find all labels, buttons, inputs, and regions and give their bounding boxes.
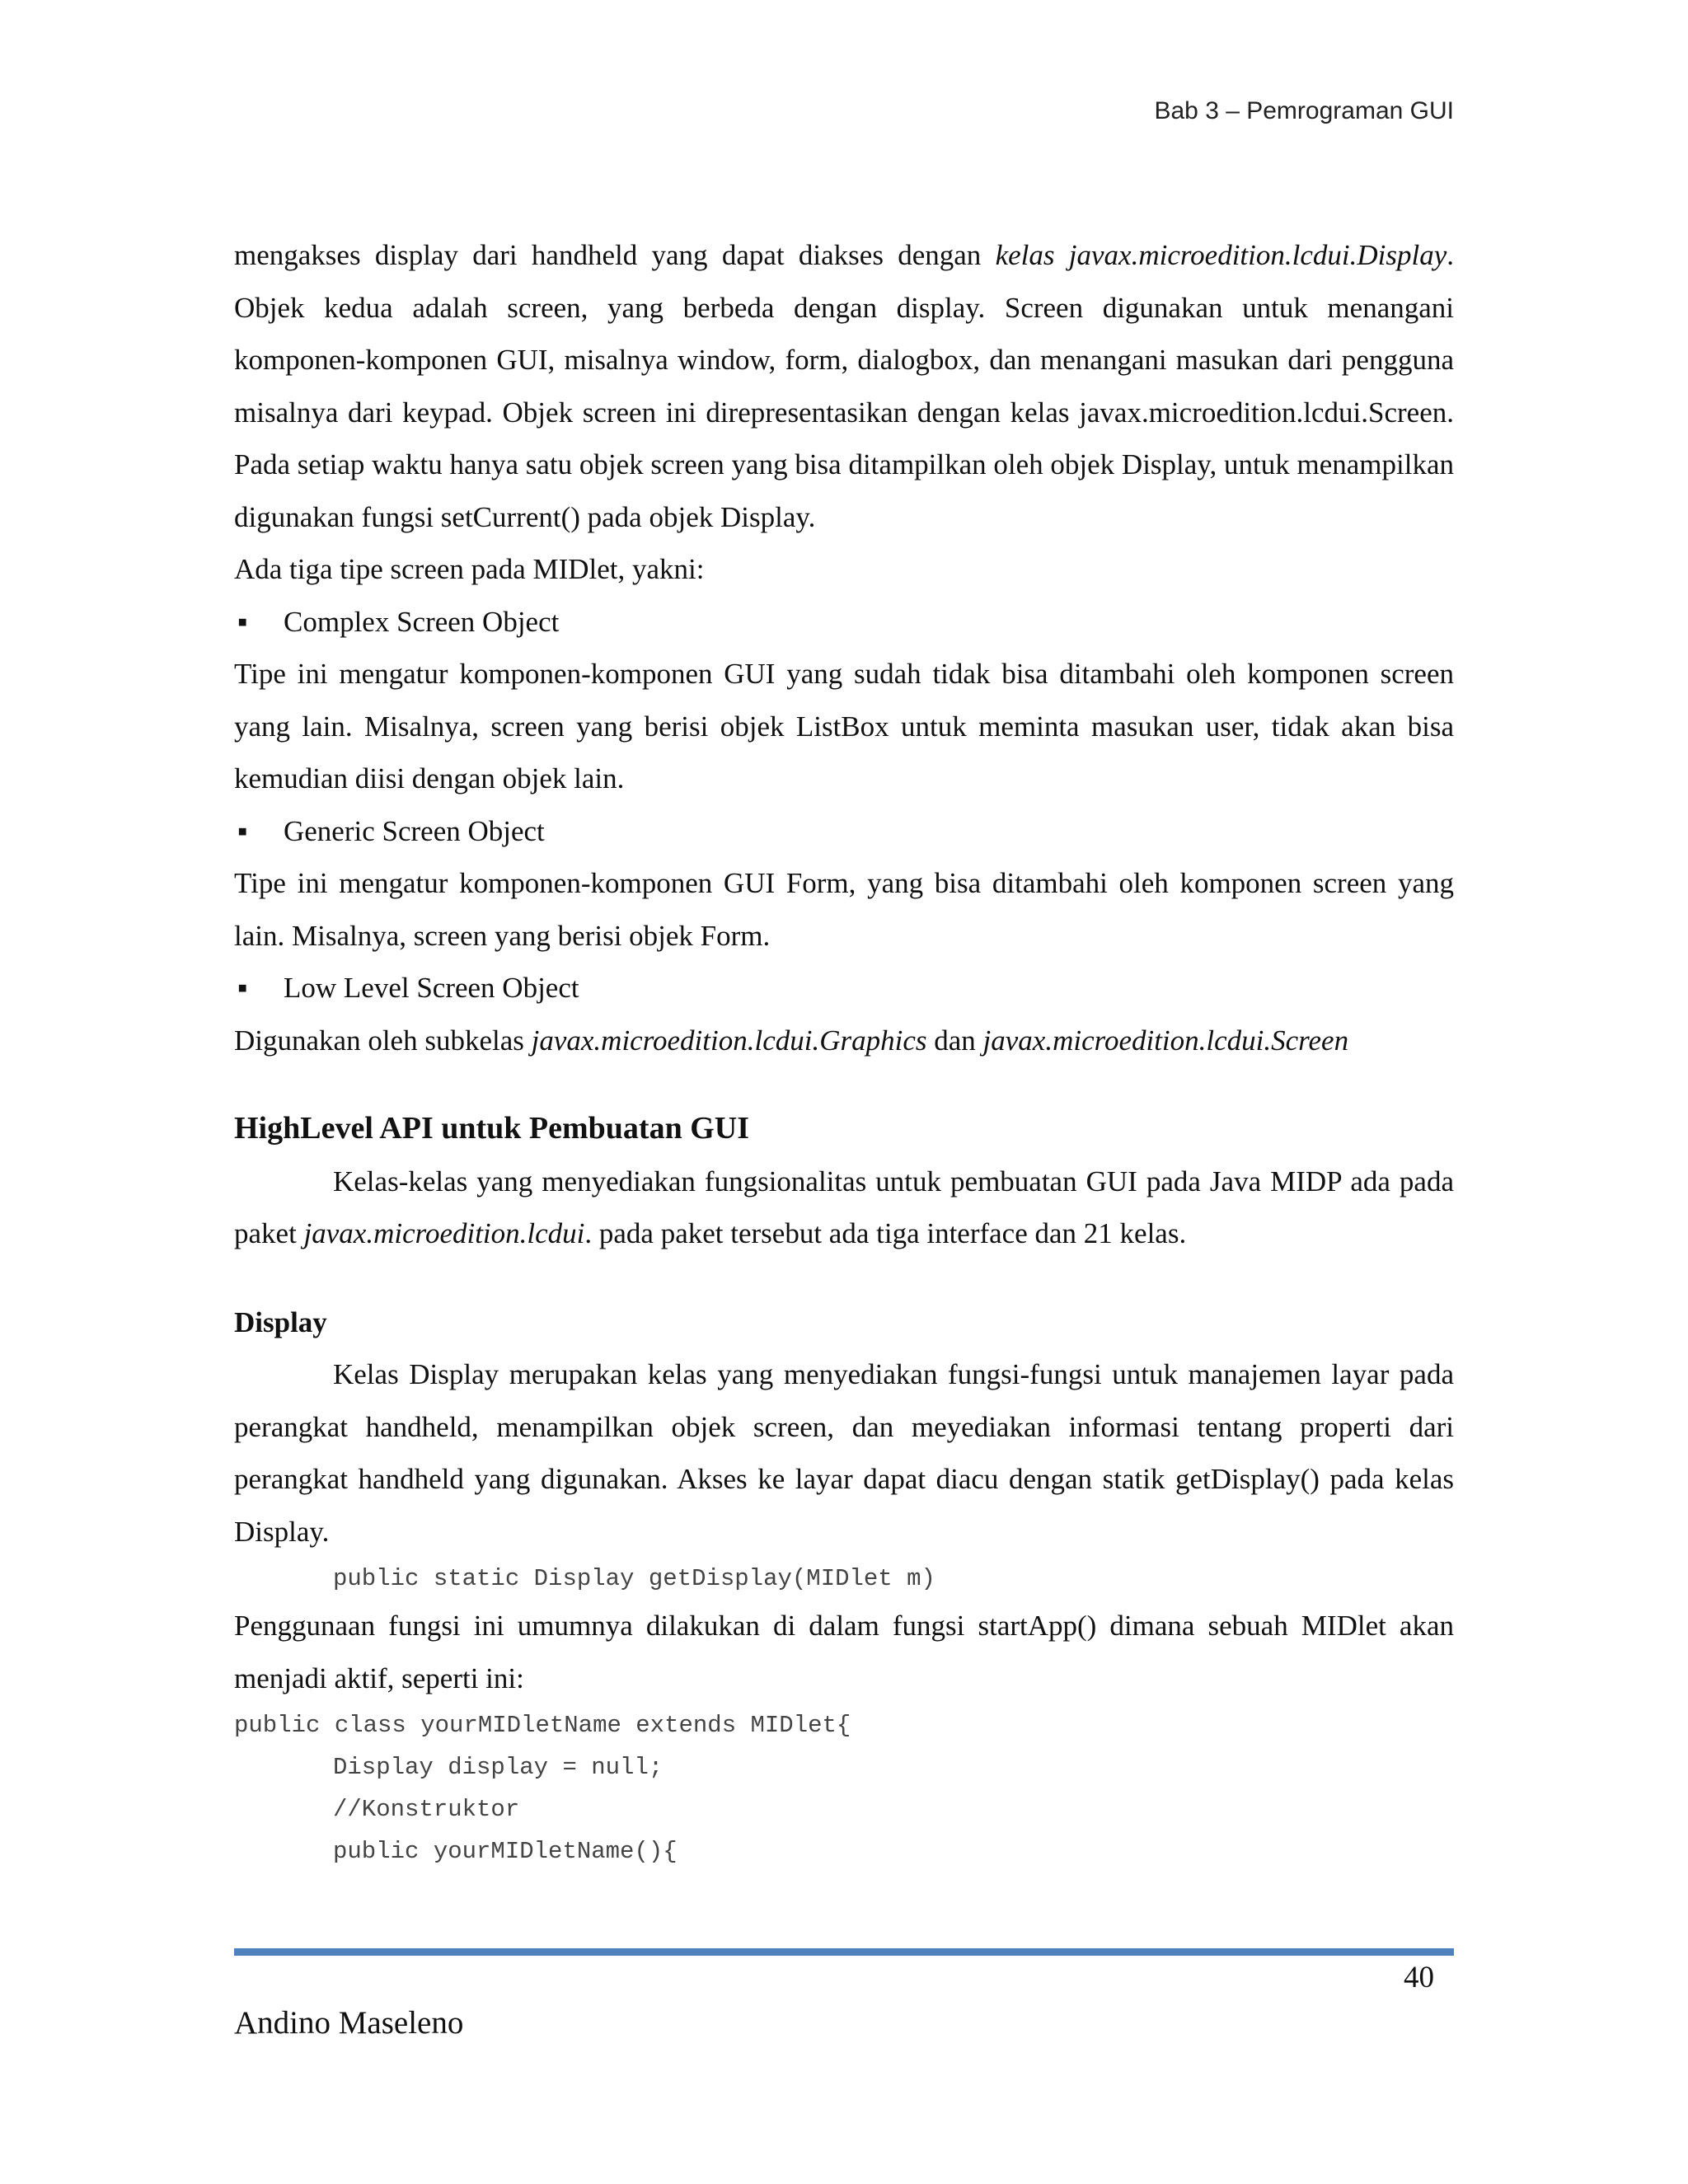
text-run: mengakses display dari handheld yang dapat diakses dengan [234,239,996,271]
paragraph-display-intro [234,229,1454,543]
list-item-label: Generic Screen Object [284,814,545,847]
paragraph-complex-screen: Tipe ini mengatur komponen-komponen GUI yang sudah tidak bisa ditambahi oleh komponen screen yang lain. Misalnya, screen yang berisi objek ListBox untuk meminta masukan user, tidak akan bisa kemudian diisi dengan objek lain. [234,658,1454,794]
list-item-label: Low Level Screen Object [284,972,579,1004]
code-line: public class yourMIDletName extends MIDlet{ [234,1712,851,1739]
page-body [234,229,1454,1872]
footer-author: Andino Maseleno [234,2005,464,2041]
code-line: Display display = null; [333,1754,663,1781]
running-header: Bab 3 – Pemrograman GUI [1154,97,1454,124]
code-line: //Konstruktor [333,1796,520,1823]
class-name-italic: javax.microedition.lcdui.Graphics [531,1024,927,1057]
text-run: dan [926,1024,983,1057]
bullet-square-icon: ▪ [237,605,248,638]
paragraph-display-usage: Penggunaan fungsi ini umumnya dilakukan di dalam fungsi startApp() dimana sebuah MIDlet akan menjadi aktif, seperti ini: [234,1610,1454,1694]
text-run: . Objek kedua adalah screen, yang berbeda dengan display. Screen digunakan untuk menangani komponen-komponen GUI, misalnya window, form, dialogbox, dan menangani masukan dari pengguna misalnya dari keypad. Objek screen ini direpresentasikan dengan kelas javax.microedition.lcdui.Screen. Pada setiap waktu hanya satu objek screen yang bisa ditampilkan oleh objek Display, untuk menampilkan digunakan fungsi setCurrent() pada objek Display. [234,239,1454,533]
footer-rule [234,1948,1454,1956]
text-run: Digunakan oleh subkelas [234,1024,532,1057]
paragraph-highlevel-api [234,1155,1454,1260]
list-item-label: Complex Screen Object [284,605,560,638]
paragraph-generic-screen: Tipe ini mengatur komponen-komponen GUI Form, yang bisa ditambahi oleh komponen screen yang lain. Misalnya, screen yang berisi objek Form. [234,867,1454,952]
paragraph-screen-types-intro: Ada tiga tipe screen pada MIDlet, yakni: [234,553,705,585]
code-get-display: public static Display getDisplay(MIDlet m) [333,1565,935,1592]
paragraph-display-class: Kelas Display merupakan kelas yang menyediakan fungsi-fungsi untuk manajemen layar pada perangkat handheld, menampilkan objek screen, dan meyediakan informasi tentang properti dari perangkat handheld yang digunakan. Akses ke layar dapat diacu dengan statik getDisplay() pada kelas Display. [234,1358,1454,1548]
text-run: . pada paket tersebut ada tiga interface dan 21 kelas. [584,1217,1187,1249]
heading-display: Display [234,1305,327,1338]
code-line: public yourMIDletName(){ [333,1838,678,1865]
list-item-low-level-screen [234,962,1454,1015]
bullet-square-icon: ▪ [237,972,248,1004]
list-item-generic-screen [234,805,1454,858]
package-name-italic: javax.microedition.lcdui [303,1217,585,1249]
class-name-italic: javax.microedition.lcdui.Screen [982,1024,1349,1057]
page-number: 40 [1404,1961,1434,1994]
bullet-square-icon: ▪ [237,814,248,847]
text-run: Kelas-kelas yang menyediakan fungsionalitas untuk pembuatan GUI pada Java MIDP ada pada paket [234,1165,1454,1249]
list-item-complex-screen [234,596,1454,649]
class-name-italic: kelas javax.microedition.lcdui.Display [995,239,1447,271]
heading-highlevel-api: HighLevel API untuk Pembuatan GUI [234,1111,749,1146]
paragraph-low-level-screen [234,1015,1454,1067]
